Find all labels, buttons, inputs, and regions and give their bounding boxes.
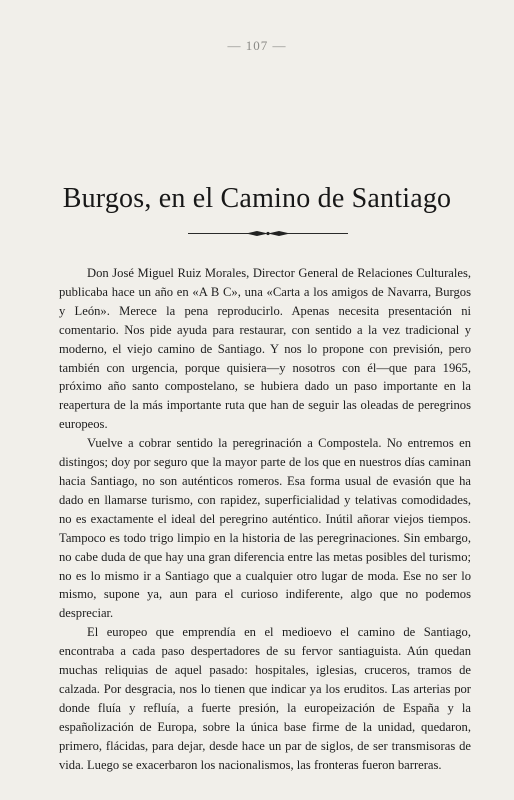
paragraph: Don José Miguel Ruiz Morales, Director General de Relaciones Culturales, publicaba hace un año en «A B C», una «Carta a los amigos de Navarra, Burgos y León». Merece la pena reproducirlo. Apenas necesita presentación ni comentario. Nos pide ayuda para restaurar, con sentido a la vez tradicional y moderno, el viejo camino de Santiago. Y nos lo propone con previsión, pero también con urgencia, porque quisiera—y nosotros con él—que para 1965, próximo año santo compostelano, se hubiera dado un paso importante en la reapertura de la más importante ruta que han de seguir las oleadas de peregrinos europeos.: [59, 266, 471, 432]
paragraph: El europeo que emprendía en el medioevo el camino de Santiago, encontraba a cada paso despertadores de su fervor santiaguista. Aún quedan muchas reliquias de aquel pasado: hospitales, iglesias, cruceros, tramos de calzada. Por desgracia, nos lo tienen que indicar ya los eruditos. Las arterias por donde fluía y refluía, a fuerte presión, la europeización de España y la españolización de Europa, sobre la única base firme de la unidad, quedaron, primero, flácidas, para dejar, desde hace un par de siglos, de ser transmisoras de vida. Luego se exacerbaron los nacionalismos, las fronteras fueron barreras.: [59, 625, 471, 772]
article-body: [59, 264, 471, 774]
title-ornament: [188, 230, 348, 238]
paragraph: Vuelve a cobrar sentido la peregrinación a Compostela. No entremos en distingos; doy por seguro que la mayor parte de los que en nuestros días caminan hacia Santiago, no son auténticos romeros. Esa forma usual de evasión que ha dado en llamarse turismo, con rapidez, superficialidad y telativas comodidades, no es exactamente el ideal del peregrino auténtico. Inútil añorar viejos tiempos. Tampoco es todo trigo limpio en la historia de las peregrinaciones. Sin embargo, no cabe duda de que hay una gran diferencia entre las metas posibles del turismo; no es lo mismo ir a Santiago que a cualquier otro lugar de moda. Ese no ser lo mismo, supone ya, aun para el curioso indiferente, algo que no podemos despreciar.: [59, 436, 471, 621]
ornament-line-right: [288, 233, 348, 234]
article-title: Burgos, en el Camino de Santiago: [62, 183, 452, 214]
ornament-diamond-icon: [246, 230, 290, 237]
page-number: — 107 —: [227, 38, 287, 53]
ornament-line-left: [188, 233, 248, 234]
